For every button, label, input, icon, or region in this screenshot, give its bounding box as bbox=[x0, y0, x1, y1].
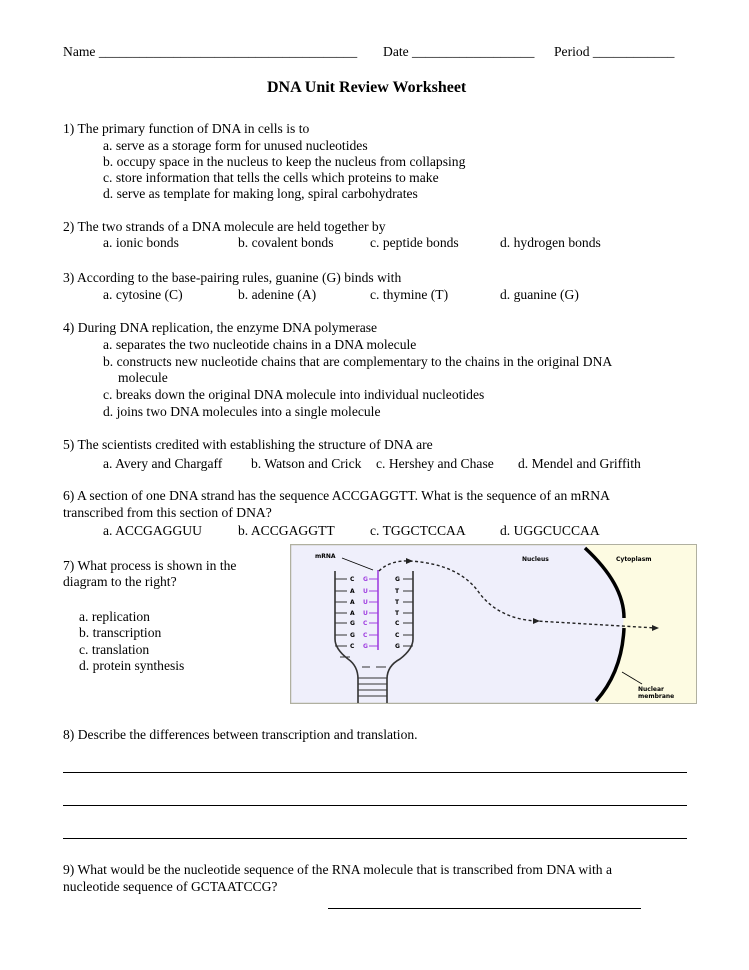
nuclear-membrane-label: membrane bbox=[638, 693, 675, 700]
mrna-base: C bbox=[363, 632, 368, 640]
option: b. covalent bonds bbox=[238, 235, 334, 250]
option: b. ACCGAGGTT bbox=[238, 523, 335, 538]
option: c. store information that tells the cells which proteins to make bbox=[103, 170, 439, 185]
option: c. breaks down the original DNA molecule into individual nucleotides bbox=[103, 387, 485, 402]
mrna-base: G bbox=[363, 643, 368, 651]
dna-base: T bbox=[395, 599, 400, 607]
question-3: 3) According to the base-pairing rules, guanine (G) binds with bbox=[63, 270, 402, 285]
dna-base: G bbox=[350, 620, 355, 628]
transcription-diagram bbox=[290, 544, 697, 704]
option: d. joins two DNA molecules into a single molecule bbox=[103, 404, 381, 419]
page-title: DNA Unit Review Worksheet bbox=[267, 79, 467, 96]
question-4: 4) During DNA replication, the enzyme DNA polymerase bbox=[63, 320, 378, 335]
mrna-base: U bbox=[363, 588, 368, 596]
mrna-label: mRNA bbox=[315, 553, 336, 560]
option: d. serve as template for making long, spiral carbohydrates bbox=[103, 186, 418, 201]
question-8: 8) Describe the differences between transcription and translation. bbox=[63, 727, 418, 742]
answer-line[interactable] bbox=[63, 772, 687, 773]
dna-base: A bbox=[350, 588, 355, 596]
mrna-base: G bbox=[363, 576, 368, 584]
option: a. Avery and Chargaff bbox=[103, 456, 223, 471]
question-9: 9) What would be the nucleotide sequence of the RNA molecule that is transcribed from DNA with a bbox=[63, 862, 613, 877]
date-field[interactable]: Date __________________ bbox=[383, 44, 535, 59]
option: c. translation bbox=[79, 642, 150, 657]
option: a. ACCGAGGUU bbox=[103, 523, 202, 538]
dna-base: G bbox=[350, 632, 355, 640]
option: b. occupy space in the nucleus to keep the nucleus from collapsing bbox=[103, 154, 466, 169]
question-7: 7) What process is shown in the bbox=[63, 558, 237, 573]
dna-base: C bbox=[395, 620, 400, 628]
option: a. serve as a storage form for unused nucleotides bbox=[103, 138, 368, 153]
option: d. Mendel and Griffith bbox=[518, 456, 641, 471]
question-9-line-2: nucleotide sequence of GCTAATCCG? bbox=[63, 879, 278, 894]
option: c. thymine (T) bbox=[370, 287, 449, 302]
answer-line[interactable] bbox=[63, 838, 687, 839]
question-6: 6) A section of one DNA strand has the sequence ACCGAGGTT. What is the sequence of an mRNA bbox=[63, 488, 610, 503]
option: b. adenine (A) bbox=[238, 287, 317, 302]
option: a. cytosine (C) bbox=[103, 287, 183, 302]
dna-base: T bbox=[395, 588, 400, 596]
option-continued: molecule bbox=[118, 370, 168, 385]
answer-line[interactable] bbox=[63, 805, 687, 806]
option: a. separates the two nucleotide chains in a DNA molecule bbox=[103, 337, 417, 352]
option: c. Hershey and Chase bbox=[376, 456, 494, 471]
dna-base: C bbox=[395, 632, 400, 640]
answer-line[interactable] bbox=[328, 908, 641, 909]
question-6-line-2: transcribed from this section of DNA? bbox=[63, 505, 272, 520]
dna-base: A bbox=[350, 610, 355, 618]
mrna-base: U bbox=[363, 610, 368, 618]
question-7-line-2: diagram to the right? bbox=[63, 574, 177, 589]
question-2: 2) The two strands of a DNA molecule are held together by bbox=[63, 219, 386, 234]
option: b. constructs new nucleotide chains that are complementary to the chains in the original DNA bbox=[103, 354, 613, 369]
option: c. peptide bonds bbox=[370, 235, 459, 250]
dna-base: G bbox=[395, 576, 400, 584]
mrna-base: U bbox=[363, 599, 368, 607]
nuclear-membrane-label: Nuclear bbox=[638, 686, 664, 693]
option: c. TGGCTCCAA bbox=[370, 523, 466, 538]
name-field[interactable]: Name ______________________________________ bbox=[63, 44, 358, 59]
option: d. UGGCUCCAA bbox=[500, 523, 600, 538]
cytoplasm-label: Cytoplasm bbox=[616, 556, 652, 563]
mrna-base: C bbox=[363, 620, 368, 628]
dna-base: G bbox=[395, 643, 400, 651]
option: a. replication bbox=[79, 609, 150, 624]
option: d. hydrogen bonds bbox=[500, 235, 601, 250]
option: b. Watson and Crick bbox=[251, 456, 362, 471]
dna-base: C bbox=[350, 643, 355, 651]
dna-base: T bbox=[395, 610, 400, 618]
nucleus-label: Nucleus bbox=[522, 556, 549, 563]
question-1: 1) The primary function of DNA in cells is to bbox=[63, 121, 310, 136]
period-field[interactable]: Period ____________ bbox=[554, 44, 675, 59]
question-5: 5) The scientists credited with establishing the structure of DNA are bbox=[63, 437, 433, 452]
option: d. guanine (G) bbox=[500, 287, 579, 302]
dna-base: C bbox=[350, 576, 355, 584]
option: b. transcription bbox=[79, 625, 162, 640]
option: d. protein synthesis bbox=[79, 658, 185, 673]
option: a. ionic bonds bbox=[103, 235, 179, 250]
dna-base: A bbox=[350, 599, 355, 607]
